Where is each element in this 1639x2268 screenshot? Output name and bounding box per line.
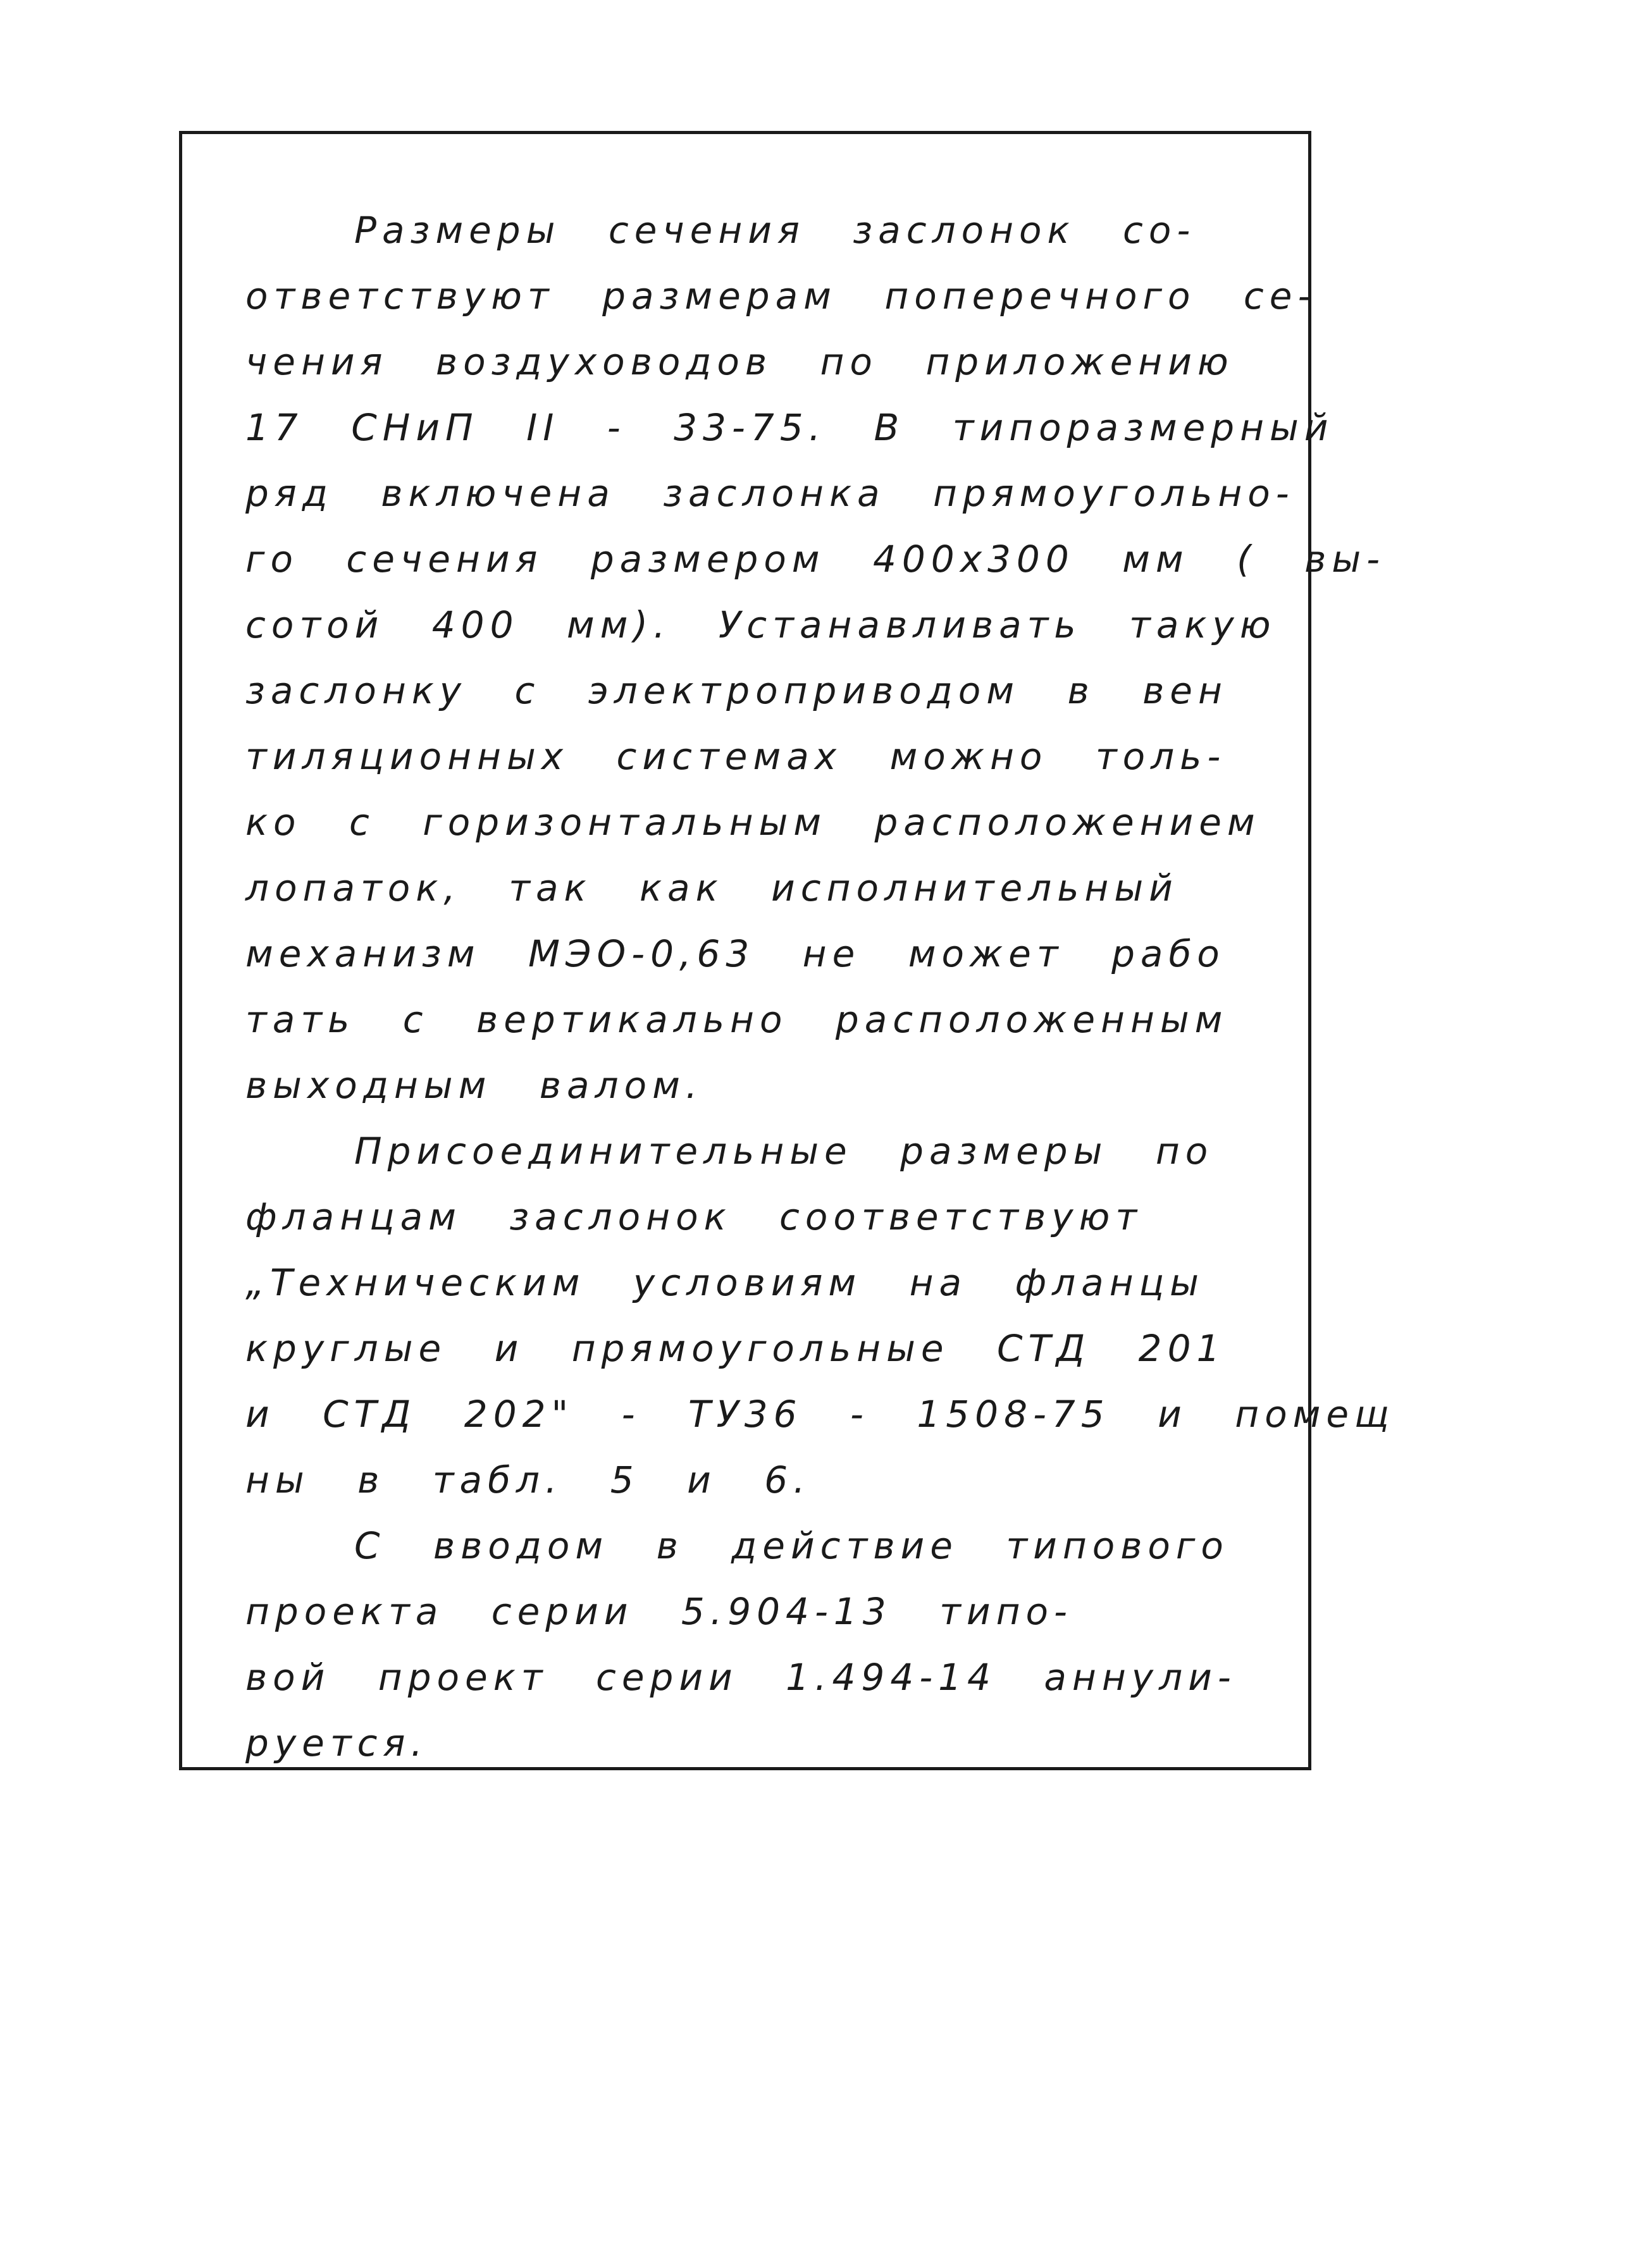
document-text [245, 197, 1395, 1776]
text-line: Размеры сечения заслонок со- [354, 209, 1196, 252]
page-frame [179, 131, 1395, 1770]
text-line: чения воздуховодов по приложению [245, 340, 1234, 383]
text-line: проекта серии 5.904-13 типо- [245, 1590, 1073, 1633]
text-line: круглые и прямоугольные СТД 201 [245, 1327, 1226, 1370]
text-line: „Техническим условиям на фланцы [245, 1261, 1204, 1304]
text-line: го сечения размером 400х300 мм ( вы- [245, 538, 1386, 581]
text-line: ряд включена заслонка прямоугольно- [245, 472, 1295, 515]
text-line: тиляционных системах можно толь- [245, 735, 1227, 778]
text-line: механизм МЭО-0,63 не может рабо [245, 932, 1225, 975]
text-line: 17 СНиП II - 33-75. В типоразмерный [245, 406, 1334, 449]
text-line: тать с вертикально расположенным [245, 998, 1228, 1041]
text-line: сотой 400 мм). Устанавливать такую [245, 603, 1277, 646]
text-line: и СТД 202" - ТУ36 - 1508-75 и помещ [245, 1393, 1395, 1436]
text-line: фланцам заслонок соответствуют [245, 1195, 1143, 1238]
text-line: вой проект серии 1.494-14 аннули- [245, 1656, 1237, 1699]
text-line: Присоединительные размеры по [354, 1130, 1214, 1173]
text-line: лопаток, так как исполнительный [245, 866, 1178, 909]
text-line: руется. [245, 1722, 428, 1765]
text-line: ответствуют размерам поперечного се- [245, 274, 1317, 317]
text-line: ко с горизонтальным расположением [245, 801, 1261, 844]
text-line: ны в табл. 5 и 6. [245, 1458, 811, 1501]
text-line: С вводом в действие типового [354, 1524, 1229, 1567]
text-line: заслонку с электроприводом в вен [245, 669, 1228, 712]
text-line: выходным валом. [245, 1064, 703, 1107]
